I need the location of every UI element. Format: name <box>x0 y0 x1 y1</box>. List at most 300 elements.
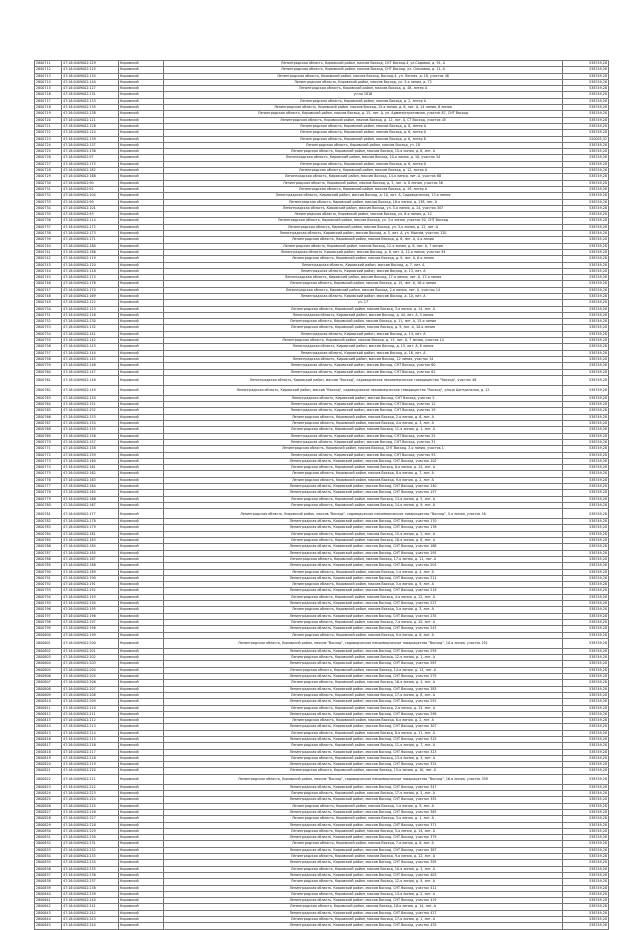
district-cell: Кировский <box>119 180 164 186</box>
cadastral-number-cell: 47:16:0409002:171 <box>62 237 119 243</box>
address-cell: Ленинградская область, Кировский район, массив "Восход", садоводческое некоммерческое товарищество "Восход", 16-я линия, участок 339 <box>164 774 563 784</box>
record-id-cell: 2800793 <box>35 588 62 594</box>
value-cell: 538749,28 <box>563 369 609 375</box>
value-cell: 538749,28 <box>563 699 609 705</box>
value-cell: 538749,28 <box>563 736 609 742</box>
address-cell: Ленинградская область, Кировский район, массив Восход, СНТ Восход, участок 195 <box>164 550 563 556</box>
address-cell: Ленинградская область, Кировский район, массив Восход, 5-я линия, д. 3, лит. А <box>164 607 563 613</box>
value-cell: 538749,28 <box>563 762 609 768</box>
value-cell: 538749,28 <box>563 465 609 471</box>
address-cell: Ленинградская область, Кировский район, массив Восход, 10-я линия, д. 3, лит. А <box>164 866 563 872</box>
district-cell: Кировский <box>119 287 164 293</box>
cadastral-number-cell: 47:16:0409002:140 <box>62 79 119 85</box>
cadastral-number-cell: 47:16:0409002:181 <box>62 531 119 537</box>
record-id-cell: 2800756 <box>35 344 62 350</box>
district-cell: Кировский <box>119 123 164 129</box>
record-id-cell: 2800792 <box>35 582 62 588</box>
record-id-cell: 2800745 <box>35 275 62 281</box>
address-cell: Ленинградская область, Кировский район, массив Восход, д. 44, лит. А, 3 линия <box>164 312 563 318</box>
cadastral-number-cell: 47:16:0409002:229 <box>62 828 119 834</box>
value-cell: 538749,28 <box>563 484 609 490</box>
address-cell: Ленинградская область, Кировский район, массив Восход, 15-я линия, д. 2, лит. А <box>164 531 563 537</box>
district-cell: Кировский <box>119 496 164 502</box>
record-id-cell: 2800765 <box>35 408 62 414</box>
cadastral-number-cell: 47:16:0409002:214 <box>62 730 119 736</box>
record-id-cell: 2800805 <box>35 667 62 673</box>
value-cell: 538749,28 <box>563 427 609 433</box>
district-cell: Кировский <box>119 556 164 562</box>
value-cell: 538749,28 <box>563 496 609 502</box>
district-cell: Кировский <box>119 667 164 673</box>
value-cell: 538749,28 <box>563 550 609 556</box>
address-cell: Ленинградская область, Кировский район, массив Восход, СНТ Восход, участок 60 <box>164 363 563 369</box>
record-id-cell: 2800826 <box>35 803 62 809</box>
cadastral-number-cell: 47:16:0409002:183 <box>62 538 119 544</box>
district-cell: Кировский <box>119 369 164 375</box>
address-cell: Ленинградская область, Кировский район, массив Восход, СНТ Восход, участок 235 <box>164 613 563 619</box>
district-cell: Кировский <box>119 268 164 274</box>
record-id-cell: 2800744 <box>35 268 62 274</box>
record-id-cell: 2800739 <box>35 237 62 243</box>
cadastral-number-cell: 47:16:0409002:186 <box>62 249 119 255</box>
address-cell: Ленинградская область, Кировский район, массив Восход, ул. 3-я линия, участок 50, СНТ Восход <box>164 218 563 224</box>
record-id-cell: 2800737 <box>35 224 62 230</box>
value-cell: 538749,28 <box>563 632 609 638</box>
record-id-cell: 2800799 <box>35 626 62 632</box>
district-cell: Кировский <box>119 205 164 211</box>
cadastral-number-cell: 47:16:0409002:152 <box>62 408 119 414</box>
value-cell: 538749,28 <box>563 519 609 525</box>
value-cell: 538749,28 <box>563 588 609 594</box>
record-id-cell: 2800742 <box>35 256 62 262</box>
district-cell: Кировский <box>119 768 164 774</box>
record-id-cell: 2800781 <box>35 509 62 519</box>
record-id-cell: 2800790 <box>35 569 62 575</box>
record-id-cell: 2800823 <box>35 784 62 790</box>
value-cell: 538749,28 <box>563 86 609 92</box>
district-cell: Кировский <box>119 607 164 613</box>
record-id-cell: 2800783 <box>35 525 62 531</box>
cadastral-number-cell: 47:16:0409002:162 <box>62 471 119 477</box>
address-cell: Ленинградская область, Кировский район, массив Восход, д. 6, литер А <box>164 161 563 167</box>
table-row <box>35 638 609 648</box>
address-cell: Ленинградская область, Кировский район, массив "Восход", садоводческое некоммерческое товарищество "Восход", улица Центральная, д. 12 <box>164 385 563 395</box>
address-cell: Ленинградская область, Кировский район, массив Восход, 2-я линия, д. 6, лит. А <box>164 414 563 420</box>
cadastral-number-cell: 47:16:0409002:141 <box>62 331 119 337</box>
address-cell: Ленинградская область, Кировский район, массив Восход, СНТ Восход, участок 355 <box>164 797 563 803</box>
value-cell: 538749,28 <box>563 667 609 673</box>
value-cell: 538749,28 <box>563 319 609 325</box>
record-id-cell: 2800759 <box>35 363 62 369</box>
cadastral-number-cell: 47:16:0409002:151 <box>62 402 119 408</box>
record-id-cell: 2800830 <box>35 828 62 834</box>
cadastral-number-cell: 47:16:0409002:227 <box>62 816 119 822</box>
value-cell: 538749,28 <box>563 262 609 268</box>
district-cell: Кировский <box>119 224 164 230</box>
value-cell: 538749,28 <box>563 433 609 439</box>
cadastral-number-cell: 47:16:0409002:165 <box>62 490 119 496</box>
address-cell: Ленинградская область, Кировский район, массив Восход, 8-я линия, д. 11, лит. А <box>164 730 563 736</box>
address-cell: уч. 17 <box>164 300 563 306</box>
address-cell: Ленинградская область, Кировский район, массив Восход, ул. 3-я линия, д. 12, лит. А <box>164 224 563 230</box>
value-cell: 538749,28 <box>563 402 609 408</box>
address-cell: Ленинградская область, Кировский район, массив "Восход", садоводческое некоммерческое товарищество "Восход", 5-я линия, участок 16 <box>164 509 563 519</box>
district-cell: Кировский <box>119 519 164 525</box>
district-cell: Кировский <box>119 193 164 199</box>
address-cell: Ленинградская область, Кировский район, массив Восход, СНТ Восход, участок 395 <box>164 860 563 866</box>
value-cell: 538749,28 <box>563 325 609 331</box>
cadastral-number-cell: 47:16:0409002:210 <box>62 705 119 711</box>
address-cell: Ленинградская область, Кировский район, массив Восход, СНТ Восход, участок 283 <box>164 686 563 692</box>
district-cell: Кировский <box>119 632 164 638</box>
cadastral-number-cell: 47:16:0409002:213 <box>62 724 119 730</box>
value-cell: 538749,28 <box>563 490 609 496</box>
value-cell: 538749,28 <box>563 123 609 129</box>
cadastral-number-cell: 47:16:0409002:225 <box>62 803 119 809</box>
cadastral-number-cell: 47:16:0409002:173 <box>62 231 119 237</box>
district-cell: Кировский <box>119 724 164 730</box>
address-cell: Ленинградская область, Кировский район, массив Восход, д. 15, лит. А, ул. Административная, участок 87, СНТ Восход <box>164 111 563 117</box>
record-id-cell: 2800834 <box>35 854 62 860</box>
record-id-cell: 2800811 <box>35 705 62 711</box>
address-cell: Ленинградская область, Кировский район, массив Восход, 9-я линия, д. 12, лит. А <box>164 854 563 860</box>
address-cell: Ленинградская область, Кировский район, массив Восход, СНТ Восход-4, ул.Садовая, д. 91, А <box>164 61 563 67</box>
address-cell: Ленинградская область, Кировский район, массив Восход, СНТ Восход, участок 347 <box>164 784 563 790</box>
value-cell: 538749,28 <box>563 680 609 686</box>
record-id-cell: 2800782 <box>35 519 62 525</box>
value-cell: 538749,28 <box>563 142 609 148</box>
cadastral-number-cell: 47:16:0409002:130 <box>62 319 119 325</box>
record-id-cell: 2800795 <box>35 601 62 607</box>
cadastral-number-cell: 47:16:0409002:180 <box>62 243 119 249</box>
address-cell: Ленинградская область, Кировский район, массив Восход, ул. 5-я линия, д. 72 <box>164 79 563 85</box>
record-id-cell: 2800729 <box>35 174 62 180</box>
record-id-cell: 2800774 <box>35 465 62 471</box>
value-cell: 538749,28 <box>563 822 609 828</box>
value-cell: 538749,28 <box>563 186 609 192</box>
district-cell: Кировский <box>119 98 164 104</box>
address-cell: Ленинградская область, Кировский район, массив Восход, Восход-4, ул. Лесная, д. 18, участок 48 <box>164 73 563 79</box>
address-cell: Ленинградская область, Кировский район, массив Восход, СНТ Восход, участок 203 <box>164 563 563 569</box>
cadastral-table-body <box>35 61 609 930</box>
district-cell: Кировский <box>119 136 164 142</box>
value-cell: 538749,28 <box>563 674 609 680</box>
cadastral-number-cell: 47:16:0409002:192 <box>62 588 119 594</box>
cadastral-number-cell: 47:16:0409002:159 <box>62 452 119 458</box>
value-cell: 538749,28 <box>563 872 609 878</box>
cadastral-number-cell: 47:16:0409002:187 <box>62 556 119 562</box>
district-cell: Кировский <box>119 421 164 427</box>
cadastral-number-cell: 47:16:0409002:160 <box>62 458 119 464</box>
district-cell: Кировский <box>119 130 164 136</box>
cadastral-number-cell: 47:16:0409002:169 <box>62 293 119 299</box>
record-id-cell: 2800725 <box>35 149 62 155</box>
cadastral-number-cell: 47:16:0409002:137 <box>62 142 119 148</box>
district-cell: Кировский <box>119 465 164 471</box>
value-cell: 538749,28 <box>563 910 609 916</box>
address-cell: Ленинградская область, Кировский район, массив Восход, д. 7, лит. А <box>164 262 563 268</box>
district-cell: Кировский <box>119 293 164 299</box>
cadastral-number-cell: 47:16:0409002:219 <box>62 762 119 768</box>
value-cell: 538749,28 <box>563 300 609 306</box>
district-cell: Кировский <box>119 686 164 692</box>
record-id-cell: 2800761 <box>35 375 62 385</box>
value-cell: 538749,28 <box>563 130 609 136</box>
value-cell: 538749,28 <box>563 755 609 761</box>
cadastral-number-cell: 47:16:0409002:182 <box>62 168 119 174</box>
district-cell: Кировский <box>119 531 164 537</box>
address-cell: Ленинградская область, Кировский район, массив Восход, СНТ Восход, участок 403 <box>164 872 563 878</box>
district-cell: Кировский <box>119 648 164 654</box>
record-id-cell: 2800806 <box>35 674 62 680</box>
value-cell: 538749,28 <box>563 904 609 910</box>
value-cell: 538749,28 <box>563 917 609 923</box>
district-cell: Кировский <box>119 427 164 433</box>
record-id-cell: 2800743 <box>35 262 62 268</box>
district-cell: Кировский <box>119 847 164 853</box>
address-cell: Ленинградская область, Кировский район, массив Восход, 8-я линия, д. 7, лит. А <box>164 471 563 477</box>
district-cell: Кировский <box>119 711 164 717</box>
cadastral-number-cell: 47:16:0409002:148 <box>62 375 119 385</box>
record-id-cell: 2800721 <box>35 123 62 129</box>
cadastral-number-cell: 47:16:0409002:202 <box>62 655 119 661</box>
cadastral-number-cell: 47:16:0409002:200 <box>62 638 119 648</box>
value-cell: 538749,28 <box>563 774 609 784</box>
cadastral-number-cell: 47:16:0409002:224 <box>62 797 119 803</box>
address-cell: Ленинградская область, Кировский район, массив Восход, СНТ Восход, участок 12 <box>164 402 563 408</box>
address-cell: Ленинградская область, Кировский район, массив Восход, д. 12, лит. А, СТ Восход, участок 45 <box>164 117 563 123</box>
value-cell: 538749,28 <box>563 287 609 293</box>
value-cell: 538749,28 <box>563 293 609 299</box>
district-cell: Кировский <box>119 385 164 395</box>
value-cell: 538749,28 <box>563 686 609 692</box>
address-cell: Ленинградская область, Кировский район, массив Восход, СНТ Восход, участок 243 <box>164 626 563 632</box>
value-cell: 538749,28 <box>563 544 609 550</box>
cadastral-number-cell: 47:16:0409002:136 <box>62 149 119 155</box>
district-cell: Кировский <box>119 816 164 822</box>
record-id-cell: 2800716 <box>35 92 62 98</box>
record-id-cell: 2800764 <box>35 402 62 408</box>
address-cell: Ленинградская область, Кировский район, массив Восход, 14-я линия, д. 9, лит. А <box>164 502 563 508</box>
record-id-cell: 2800731 <box>35 186 62 192</box>
cadastral-number-cell: 47:16:0409002:93 <box>62 212 119 218</box>
district-cell: Кировский <box>119 275 164 281</box>
record-id-cell: 2800713 <box>35 73 62 79</box>
record-id-cell: 2800836 <box>35 866 62 872</box>
record-id-cell: 2800773 <box>35 458 62 464</box>
address-cell: Ленинградская область, Кировский район, массив Восход, СНТ Восход, участок 25 <box>164 433 563 439</box>
value-cell: 538749,28 <box>563 356 609 362</box>
district-cell: Кировский <box>119 828 164 834</box>
value-cell: 538749,28 <box>563 626 609 632</box>
district-cell: Кировский <box>119 509 164 519</box>
cadastral-number-cell: 47:16:0409002:185 <box>62 550 119 556</box>
table-row <box>35 774 609 784</box>
value-cell: 538749,28 <box>563 375 609 385</box>
record-id-cell: 2800722 <box>35 130 62 136</box>
cadastral-number-cell: 47:16:0409002:188 <box>62 563 119 569</box>
table-row <box>35 385 609 395</box>
cadastral-number-cell: 47:16:0409002:118 <box>62 268 119 274</box>
cadastral-number-cell: 47:16:0409002:168 <box>62 174 119 180</box>
cadastral-number-cell: 47:16:0409002:217 <box>62 749 119 755</box>
record-id-cell: 2800815 <box>35 730 62 736</box>
cadastral-number-cell: 47:16:0409002:134 <box>62 73 119 79</box>
district-cell: Кировский <box>119 797 164 803</box>
record-id-cell: 2800808 <box>35 686 62 692</box>
cadastral-number-cell: 47:16:0409002:167 <box>62 502 119 508</box>
district-cell: Кировский <box>119 477 164 483</box>
value-cell: 538749,28 <box>563 607 609 613</box>
value-cell: 538749,28 <box>563 61 609 67</box>
record-id-cell: 2800813 <box>35 718 62 724</box>
district-cell: Кировский <box>119 917 164 923</box>
district-cell: Кировский <box>119 243 164 249</box>
address-cell: Ленинградская область, Кировский район, массив Восход, д. 15, лит. А, 16-я линия <box>164 281 563 287</box>
district-cell: Кировский <box>119 601 164 607</box>
cadastral-number-cell: 47:16:0409002:150 <box>62 395 119 401</box>
value-cell: 538749,28 <box>563 502 609 508</box>
cadastral-number-cell: 47:16:0409002:119 <box>62 256 119 262</box>
record-id-cell: 2800816 <box>35 736 62 742</box>
value-cell: 538749,28 <box>563 446 609 452</box>
record-id-cell: 2800724 <box>35 142 62 148</box>
record-id-cell: 2800827 <box>35 809 62 815</box>
address-cell: Ленинградская область, Кировский район, массив Восход, 4-я линия, д. 12, лит. А <box>164 594 563 600</box>
value-cell: 538749,28 <box>563 749 609 755</box>
address-cell: Ленинградская область, Кировский район, массив Восход, 17-я линия, лит. А, 17-я линия <box>164 275 563 281</box>
district-cell: Кировский <box>119 92 164 98</box>
record-id-cell: 2800809 <box>35 692 62 698</box>
record-id-cell: 2800824 <box>35 791 62 797</box>
record-id-cell: 2800787 <box>35 550 62 556</box>
cadastral-number-cell: 47:16:0409002:195 <box>62 607 119 613</box>
cadastral-number-cell: 47:16:0409002:203 <box>62 661 119 667</box>
district-cell: Кировский <box>119 638 164 648</box>
record-id-cell: 2800812 <box>35 711 62 717</box>
address-cell: Ленинградская область, Кировский район, массив Восход, СНТ Восход, участок 307 <box>164 724 563 730</box>
cadastral-number-cell: 47:16:0409002:236 <box>62 872 119 878</box>
record-id-cell: 2800734 <box>35 205 62 211</box>
cadastral-number-cell: 47:16:0409002:121 <box>62 117 119 123</box>
value-cell: 538749,28 <box>563 692 609 698</box>
address-cell: Ленинградская область, Кировский район, массив Восход, 16-я линия, д. 4, лит. А <box>164 680 563 686</box>
record-id-cell: 2800714 <box>35 79 62 85</box>
district-cell: Кировский <box>119 809 164 815</box>
value-cell: 538749,28 <box>563 205 609 211</box>
record-id-cell: 2800810 <box>35 699 62 705</box>
record-id-cell: 2800733 <box>35 199 62 205</box>
address-cell: Ленинградская область, Кировский район, массив Восход, 3-я линия, д. 1, лит. А <box>164 816 563 822</box>
cadastral-number-cell: 47:16:0409002:234 <box>62 860 119 866</box>
address-cell: Ленинградская область, Кировский район, массив "Восход", садоводческое некоммерческое товарищество "Восход", участок 48 <box>164 375 563 385</box>
value-cell: 538749,28 <box>563 601 609 607</box>
record-id-cell: 2800797 <box>35 613 62 619</box>
district-cell: Кировский <box>119 262 164 268</box>
record-id-cell: 2800786 <box>35 544 62 550</box>
district-cell: Кировский <box>119 168 164 174</box>
address-cell: Ленинградская область, Кировский район, массив Восход, СНТ Восход, участок 331 <box>164 762 563 768</box>
record-id-cell: 2800838 <box>35 879 62 885</box>
record-id-cell: 2800776 <box>35 477 62 483</box>
record-id-cell: 2800785 <box>35 538 62 544</box>
address-cell: Ленинградская область, Кировский район, массив Восход, 3-я линия, д. 9, лит. А <box>164 582 563 588</box>
table-row <box>35 923 609 929</box>
district-cell: Кировский <box>119 312 164 318</box>
district-cell: Кировский <box>119 762 164 768</box>
record-id-cell: 2800763 <box>35 395 62 401</box>
value-cell: 538749,28 <box>563 569 609 575</box>
address-cell: Ленинградская область, Кировский район, массив Восход, д. 5, лит. А, ул. Массив, участок 120 <box>164 231 563 237</box>
address-cell: Ленинградская область, Кировский район, массив Восход, СНТ Восход, участок 299 <box>164 711 563 717</box>
district-cell: Кировский <box>119 755 164 761</box>
record-id-cell: 2800768 <box>35 427 62 433</box>
value-cell: 538749,28 <box>563 730 609 736</box>
address-cell: Ленинградская область, Кировский район, массив Восход, 2-я линия, д. 15, лит. А <box>164 705 563 711</box>
address-cell: Ленинградская область, Кировский район, массив Восход, 12-я линия, д. 9, лит. А <box>164 879 563 885</box>
district-cell: Кировский <box>119 699 164 705</box>
district-cell: Кировский <box>119 803 164 809</box>
address-cell: Ленинградская область, Кировский район, массив Восход, СНТ Восход, участок 219 <box>164 588 563 594</box>
district-cell: Кировский <box>119 736 164 742</box>
cadastral-number-cell: 47:16:0409002:235 <box>62 866 119 872</box>
district-cell: Кировский <box>119 111 164 117</box>
value-cell: 538749,28 <box>563 149 609 155</box>
value-cell: 538749,28 <box>563 841 609 847</box>
record-id-cell: 2800751 <box>35 312 62 318</box>
record-id-cell: 2800841 <box>35 898 62 904</box>
address-cell: уч.по 1818 <box>164 92 563 98</box>
cadastral-number-cell: 47:16:0409002:184 <box>62 544 119 550</box>
district-cell: Кировский <box>119 375 164 385</box>
district-cell: Кировский <box>119 544 164 550</box>
value-cell: 538749,28 <box>563 275 609 281</box>
value-cell: 538749,28 <box>563 847 609 853</box>
value-cell: 538749,28 <box>563 117 609 123</box>
value-cell: 538749,28 <box>563 582 609 588</box>
cadastral-number-cell: 47:16:0409002:139 <box>62 136 119 142</box>
district-cell: Кировский <box>119 910 164 916</box>
address-cell: Ленинградская область, Кировский район, массив Восход, СНТ Восход, участок 315 <box>164 736 563 742</box>
district-cell: Кировский <box>119 319 164 325</box>
value-cell: 538749,28 <box>563 174 609 180</box>
address-cell: Ленинградская область, Кировский район, массив Восход, 14-я линия, д. 13, лит. А <box>164 667 563 673</box>
value-cell: 538749,28 <box>563 638 609 648</box>
address-cell: Ленинградская область, Кировский район, массив Восход, 13-я линия, д. 3, лит. А <box>164 755 563 761</box>
district-cell: Кировский <box>119 212 164 218</box>
record-id-cell: 2800817 <box>35 743 62 749</box>
district-cell: Кировский <box>119 891 164 897</box>
district-cell: Кировский <box>119 73 164 79</box>
cadastral-number-cell: 47:16:0409002:133 <box>62 98 119 104</box>
district-cell: Кировский <box>119 879 164 885</box>
address-cell: Ленинградская область, Кировский район, массив Восход, д. 10, лит. А <box>164 293 563 299</box>
value-cell: 538749,28 <box>563 525 609 531</box>
cadastral-number-cell: 47:16:0409002:146 <box>62 363 119 369</box>
address-cell: Ленинградская область, Кировский район, массив Восход, СНТ Восход, 3-я линия, участок 1 <box>164 446 563 452</box>
record-id-cell: 2800748 <box>35 293 62 299</box>
district-cell: Кировский <box>119 249 164 255</box>
district-cell: Кировский <box>119 67 164 73</box>
cadastral-number-cell: 47:16:0409002:99 <box>62 199 119 205</box>
record-id-cell: 2800753 <box>35 325 62 331</box>
value-cell: 538749,28 <box>563 218 609 224</box>
cadastral-number-cell: 47:16:0409002:142 <box>62 338 119 344</box>
cadastral-number-cell: 47:16:0409002:206 <box>62 680 119 686</box>
address-cell: Ленинградская область, Кировский район, массив Восход, СНТ Восход, участок 291 <box>164 699 563 705</box>
district-cell: Кировский <box>119 743 164 749</box>
record-id-cell: 2800837 <box>35 872 62 878</box>
